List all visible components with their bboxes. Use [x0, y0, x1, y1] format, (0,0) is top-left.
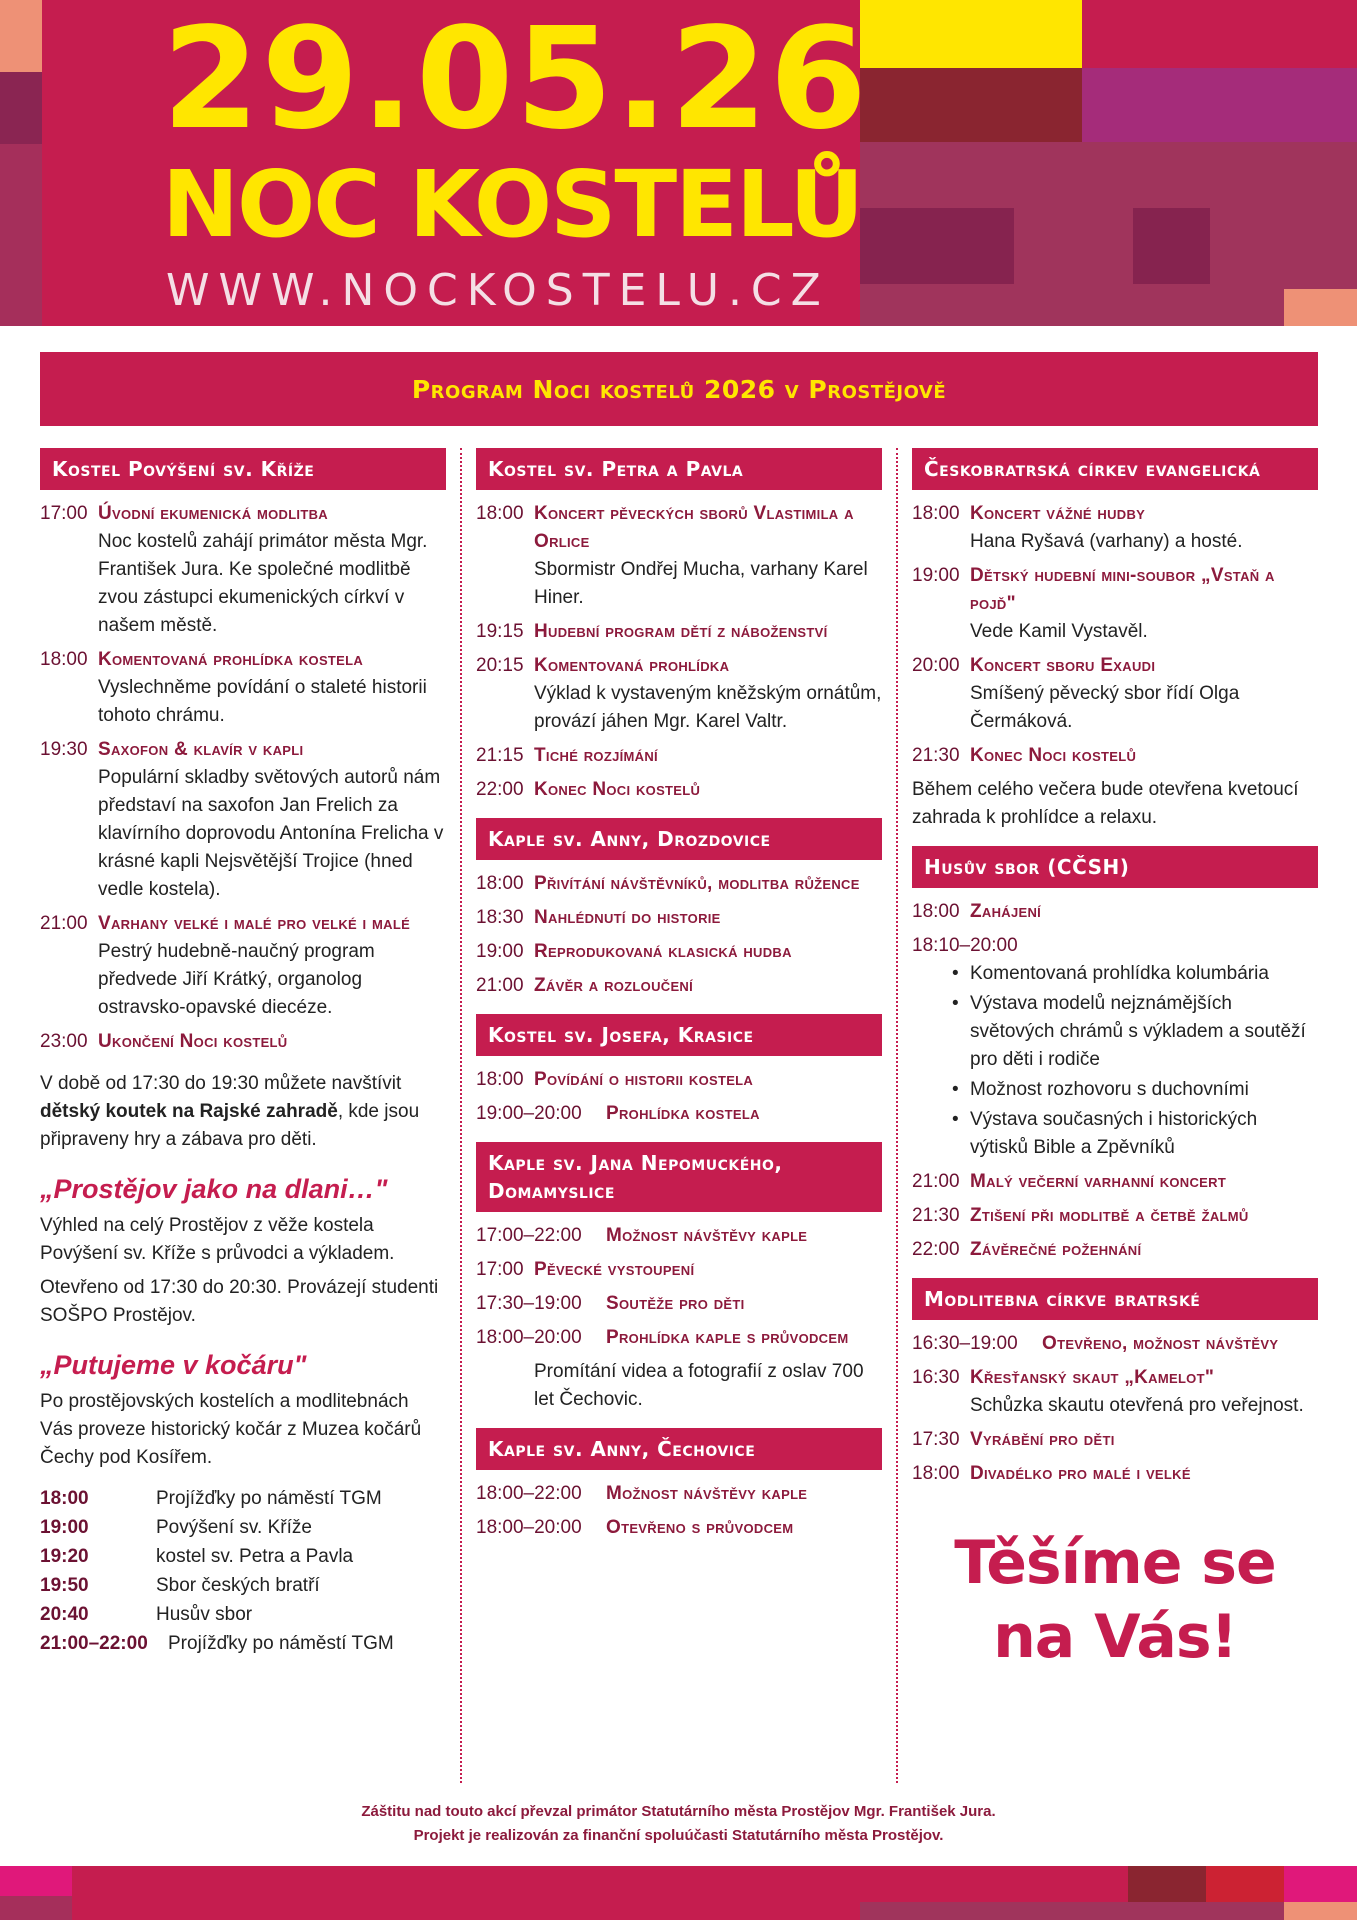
decor-block: [1284, 1866, 1357, 1902]
bullet-list: [912, 960, 1318, 1162]
event-title: Komentovaná prohlídka: [534, 655, 730, 676]
schedule-time: 19:20: [40, 1546, 89, 1567]
event-time: 22:00: [476, 779, 524, 800]
event-desc: Hana Ryšavá (varhany) a hosté.: [970, 531, 1243, 552]
column-2: [476, 448, 882, 1548]
event-item: [912, 932, 1318, 960]
event-time: 18:00: [40, 649, 88, 670]
event-item: [476, 938, 882, 966]
event-title: Koncert sboru Exaudi: [970, 655, 1156, 676]
event-desc: Populární skladby světových autorů nám představí na saxofon Jan Frelich za klavírního doprovodu Antonína Frelicha v krásné kapli Nejsvětější Trojice (hned vedle kostela).: [98, 767, 444, 900]
event-title: Hudební program dětí z náboženství: [534, 621, 828, 642]
decor-block: [860, 0, 1082, 68]
column-1: [40, 448, 446, 1658]
schedule-row: [40, 1513, 446, 1542]
decor-block: [1284, 289, 1357, 326]
event-item: [912, 652, 1318, 736]
event-desc: Noc kostelů zahájí primátor města Mgr. František Jura. Ke společné modlitbě zvou zástupci ekumenických církví v našem městě.: [98, 531, 428, 636]
decor-block: [0, 72, 42, 144]
event-title: Koncert vážné hudby: [970, 503, 1146, 524]
event-desc: Smíšený pěvecký sbor řídí Olga Čermáková.: [970, 683, 1240, 732]
event-title: Reprodukovaná klasická hudba: [534, 941, 792, 962]
greeting-line-1: Těšíme se: [954, 1528, 1276, 1598]
event-desc: Výklad k vystaveným kněžským ornátům, provází jáhen Mgr. Karel Valtr.: [534, 683, 882, 732]
column-divider: [460, 448, 462, 1783]
schedule-time: 19:50: [40, 1575, 89, 1596]
event-item: [912, 898, 1318, 926]
footer-text: [0, 1800, 1357, 1848]
event-time: 17:00: [476, 1259, 524, 1280]
event-title: Přivítání návštěvníků, modlitba růžence: [534, 873, 860, 894]
event-time: 18:00: [912, 901, 960, 922]
event-desc: Vyslechněme povídání o staleté historii tohoto chrámu.: [98, 677, 427, 726]
event-item: [912, 1364, 1318, 1420]
section-heading: Modlitebna církve bratrské: [912, 1278, 1318, 1320]
event-item: [476, 618, 882, 646]
footer-line-1: Záštitu nad touto akcí převzal primátor Statutárního města Prostějov Mgr. František Jura.: [361, 1803, 996, 1820]
event-time: 21:00: [40, 913, 88, 934]
event-item: [912, 1236, 1318, 1264]
event-item: [912, 1202, 1318, 1230]
event-item: [476, 1222, 882, 1250]
schedule-row: [40, 1629, 446, 1658]
event-item: [476, 904, 882, 932]
carriage-desc: Po prostějovských kostelích a modlitebnách Vás proveze historický kočár z Muzea kočárů Čechy pod Kosířem.: [40, 1391, 422, 1468]
decor-block: [1133, 208, 1210, 284]
event-date: 29.05.26: [162, 0, 869, 161]
event-title: Křesťanský skaut „Kamelot": [970, 1367, 1215, 1388]
event-item: [40, 646, 446, 730]
event-desc-row: [476, 1358, 882, 1414]
event-desc: Sbormistr Ondřej Mucha, varhany Karel Hiner.: [534, 559, 868, 608]
event-item: [40, 910, 446, 1022]
event-item: [912, 1460, 1318, 1488]
event-title: Ukončení Noci kostelů: [98, 1031, 288, 1052]
event-time: 20:00: [912, 655, 960, 676]
subheading-tower: „Prostějov jako na dlani…": [40, 1174, 388, 1204]
event-item: [476, 1256, 882, 1284]
section-heading: Kostel sv. Josefa, Krasice: [476, 1014, 882, 1056]
column-divider: [896, 448, 898, 1783]
event-item: [476, 1066, 882, 1094]
bottom-band: [0, 1866, 1357, 1920]
decor-block: [860, 208, 1014, 284]
schedule-place: Povýšení sv. Kříže: [156, 1517, 312, 1538]
event-title: Závěrečné požehnání: [970, 1239, 1142, 1260]
event-title: Koncert pěveckých sborů Vlastimila a Orlice: [534, 503, 854, 552]
header-banner: [0, 0, 1357, 326]
event-title: Otevřeno, možnost návštěvy: [1042, 1333, 1279, 1354]
event-time: 17:00: [40, 503, 88, 524]
event-item: [476, 652, 882, 736]
event-url[interactable]: WWW.NOCKOSTELU.CZ: [166, 265, 830, 316]
tower-hours: Otevřeno od 17:30 do 20:30. Provázejí studenti SOŠPO Prostějov.: [40, 1277, 439, 1326]
event-item: [476, 1514, 882, 1542]
event-time: 18:00: [476, 1069, 524, 1090]
event-time: 17:30: [912, 1429, 960, 1450]
tower-desc: Výhled na celý Prostějov z věže kostela Povýšení sv. Kříže s průvodci a výkladem.: [40, 1215, 395, 1264]
event-title: Divadélko pro malé i velké: [970, 1463, 1191, 1484]
event-item: [912, 1168, 1318, 1196]
decor-block: [0, 1866, 72, 1896]
schedule-place: Husův sbor: [156, 1604, 253, 1625]
event-item: [476, 742, 882, 770]
event-time: 19:30: [40, 739, 88, 760]
decor-block: [1082, 68, 1357, 142]
event-item: [40, 1028, 446, 1056]
section-heading: Kostel Povýšení sv. Kříže: [40, 448, 446, 490]
section-heading: Kaple sv. Jana Nepomuckého, Domamyslice: [476, 1142, 882, 1212]
event-title: Tiché rozjímání: [534, 745, 658, 766]
event-title: Možnost návštěvy kaple: [606, 1483, 808, 1504]
event-time: 18:00–22:00: [476, 1483, 582, 1504]
event-item: [476, 500, 882, 612]
event-title: Prohlídka kostela: [606, 1103, 760, 1124]
event-time: 18:00: [912, 1463, 960, 1484]
event-title: Ztišení při modlitbě a četbě žalmů: [970, 1205, 1249, 1226]
event-item: [476, 1480, 882, 1508]
event-title: Komentovaná prohlídka kostela: [98, 649, 364, 670]
section-heading: Kaple sv. Anny, Čechovice: [476, 1428, 882, 1470]
greeting-line-2: na Vás!: [993, 1602, 1237, 1672]
event-title: Otevřeno s průvodcem: [606, 1517, 794, 1538]
event-time: 21:15: [476, 745, 524, 766]
schedule-time: 20:40: [40, 1604, 89, 1625]
event-title: Soutěže pro děti: [606, 1293, 745, 1314]
event-item: [40, 500, 446, 640]
event-item: [476, 776, 882, 804]
event-item: [912, 500, 1318, 556]
event-item: [476, 1100, 882, 1128]
list-item: • Komentovaná prohlídka kolumbária: [912, 960, 1318, 988]
event-time: 16:30–19:00: [912, 1333, 1018, 1354]
subheading-carriage: „Putujeme v kočáru": [40, 1350, 307, 1380]
decor-block: [0, 0, 42, 72]
event-item: [912, 562, 1318, 646]
event-time: 18:30: [476, 907, 524, 928]
event-title: Saxofon & klavír v kapli: [98, 739, 304, 760]
section-heading: Kostel sv. Petra a Pavla: [476, 448, 882, 490]
event-time: 23:00: [40, 1031, 88, 1052]
decor-block: [860, 68, 1082, 142]
event-desc: Pestrý hudebně-naučný program předvede Jiří Krátký, organolog ostravsko-opavské diecéze.: [98, 941, 375, 1018]
event-title: Konec Noci kostelů: [534, 779, 701, 800]
event-time: 22:00: [912, 1239, 960, 1260]
program-banner: Program Noci kostelů 2026 v Prostějově: [40, 352, 1318, 426]
event-title: Úvodní ekumenická modlitba: [98, 503, 328, 524]
event-title: Pěvecké vystoupení: [534, 1259, 695, 1280]
event-title: Dětský hudební mini-soubor „Vstaň a pojď": [970, 565, 1275, 614]
event-title: Závěr a rozloučení: [534, 975, 694, 996]
section-heading: Českobratrská církev evangelická: [912, 448, 1318, 490]
event-title: NOC KOSTELŮ: [162, 151, 863, 258]
event-title: Vyrábění pro děti: [970, 1429, 1115, 1450]
event-time: 18:00–20:00: [476, 1517, 582, 1538]
event-time: 20:15: [476, 655, 524, 676]
decor-block: [1082, 0, 1357, 68]
schedule-time: 19:00: [40, 1517, 89, 1538]
schedule-place: kostel sv. Petra a Pavla: [156, 1546, 354, 1567]
greeting: [912, 1526, 1318, 1674]
decor-block: [0, 1896, 72, 1920]
carriage-schedule: [40, 1484, 446, 1658]
event-time: 18:00: [912, 503, 960, 524]
event-item: [476, 972, 882, 1000]
event-time: 21:00: [476, 975, 524, 996]
schedule-time: 21:00–22:00: [40, 1633, 148, 1654]
schedule-place: Projížďky po náměstí TGM: [156, 1488, 382, 1509]
schedule-place: Projížďky po náměstí TGM: [168, 1633, 394, 1654]
list-item: • Výstava modelů nejznámějších světových chrámů s výkladem a soutěží pro děti i rodiče: [912, 990, 1318, 1074]
event-title: Nahlédnutí do historie: [534, 907, 721, 928]
event-time: 19:00: [912, 565, 960, 586]
footer-line-2: Projekt je realizován za finanční spoluúčasti Statutárního města Prostějov.: [413, 1827, 944, 1844]
event-time: 19:00–20:00: [476, 1103, 582, 1124]
column-3: [912, 448, 1318, 1674]
event-time: 17:00–22:00: [476, 1225, 582, 1246]
kids-corner-bold: dětský koutek na Rajské zahradě: [40, 1101, 338, 1122]
event-time: 19:15: [476, 621, 524, 642]
event-desc: Vede Kamil Vystavěl.: [970, 621, 1148, 642]
event-item: [476, 870, 882, 898]
event-item: [912, 1330, 1318, 1358]
event-title: Malý večerní varhanní koncert: [970, 1171, 1227, 1192]
decor-block: [860, 1902, 1284, 1920]
section-heading: Husův sbor (CČSH): [912, 846, 1318, 888]
schedule-place: Sbor českých bratří: [156, 1575, 320, 1596]
schedule-row: [40, 1542, 446, 1571]
event-time: 18:10–20:00: [912, 935, 1018, 956]
schedule-row: [40, 1484, 446, 1513]
list-item: • Výstava současných i historických výtisků Bible a Zpěvníků: [912, 1106, 1318, 1162]
event-time: 19:00: [476, 941, 524, 962]
schedule-row: [40, 1600, 446, 1629]
event-item: [912, 742, 1318, 770]
event-desc: Schůzka skautu otevřená pro veřejnost.: [970, 1395, 1304, 1416]
event-item: [476, 1290, 882, 1318]
garden-note: Během celého večera bude otevřena kvetoucí zahrada k prohlídce a relaxu.: [912, 779, 1299, 828]
schedule-time: 18:00: [40, 1488, 89, 1509]
event-time: 17:30–19:00: [476, 1293, 582, 1314]
schedule-row: [40, 1571, 446, 1600]
event-title: Prohlídka kaple s průvodcem: [606, 1327, 849, 1348]
event-time: 16:30: [912, 1367, 960, 1388]
event-title: Konec Noci kostelů: [970, 745, 1137, 766]
section-heading: Kaple sv. Anny, Drozdovice: [476, 818, 882, 860]
decor-block: [1128, 1866, 1206, 1902]
event-title: Povídání o historii kostela: [534, 1069, 754, 1090]
event-time: 18:00: [476, 873, 524, 894]
event-title: Varhany velké i malé pro velké i malé: [98, 913, 411, 934]
event-title: Možnost návštěvy kaple: [606, 1225, 808, 1246]
event-time: 21:30: [912, 1205, 960, 1226]
event-item: [40, 736, 446, 904]
event-time: 18:00: [476, 503, 524, 524]
decor-block: [1284, 1902, 1357, 1920]
kids-corner-note: V době od 17:30 do 19:30 můžete navštívit dětský koutek na Rajské zahradě, kde jsou připraveny hry a zábava pro děti.: [40, 1073, 420, 1150]
event-item: [476, 1324, 882, 1352]
event-time: 21:00: [912, 1171, 960, 1192]
event-time: 18:00–20:00: [476, 1327, 582, 1348]
event-time: 21:30: [912, 745, 960, 766]
event-title: Zahájení: [970, 901, 1042, 922]
decor-block: [0, 144, 42, 326]
list-item: • Možnost rozhovoru s duchovními: [912, 1076, 1318, 1104]
event-desc: Promítání videa a fotografií z oslav 700 let Čechovic.: [534, 1361, 864, 1410]
decor-block: [1206, 1866, 1284, 1902]
event-item: [912, 1426, 1318, 1454]
